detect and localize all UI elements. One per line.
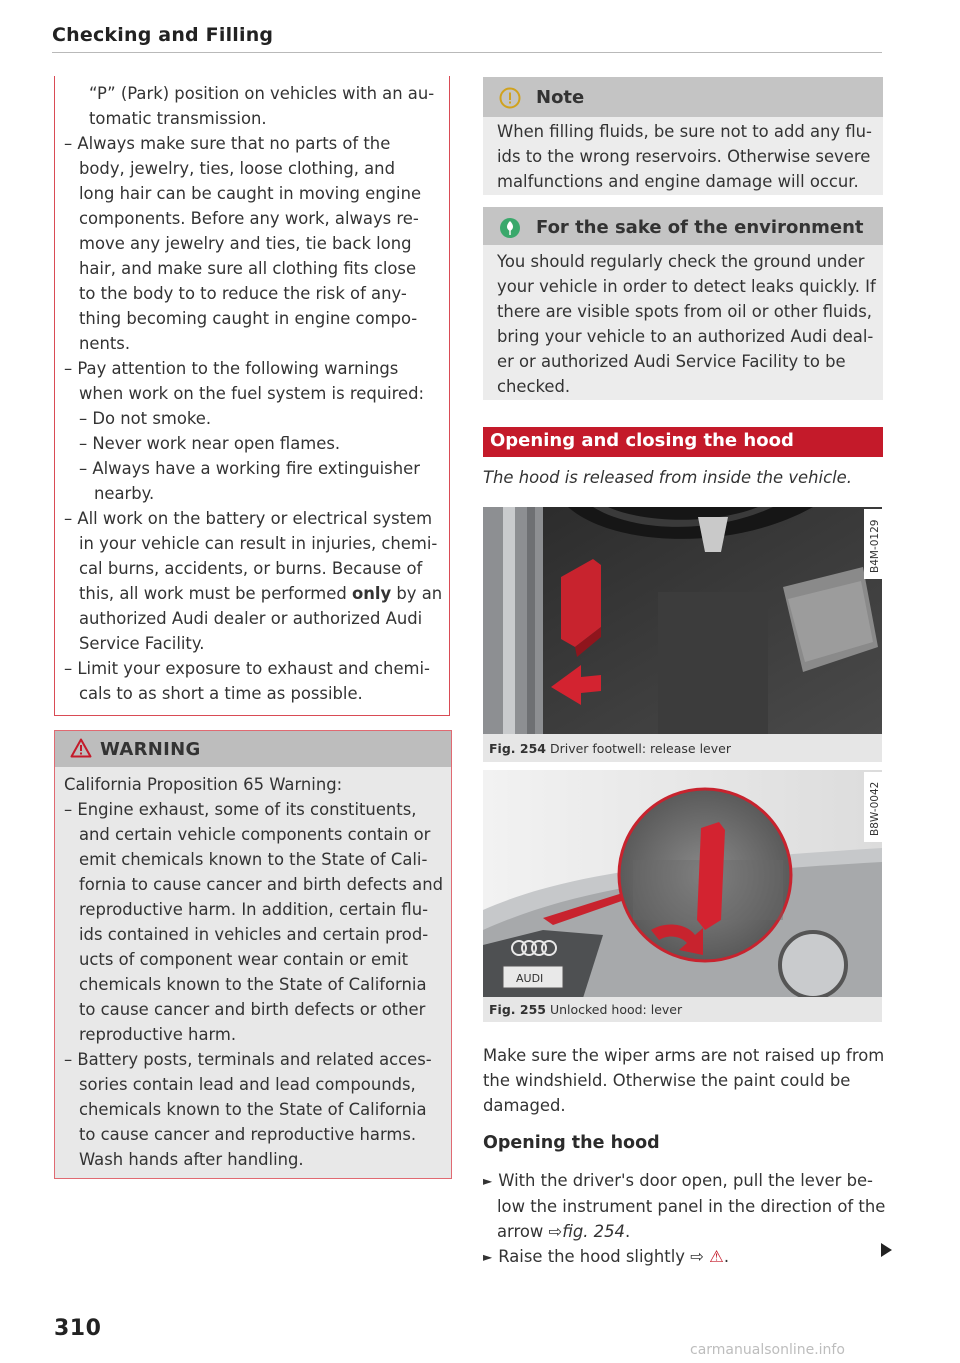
leaf-icon bbox=[499, 217, 521, 239]
license-plate-text: AUDI bbox=[516, 972, 544, 985]
figure-255-caption: Fig. 255 Unlocked hood: lever bbox=[489, 1002, 683, 1017]
note-exclamation-icon bbox=[499, 87, 521, 109]
environment-title: For the sake of the environment bbox=[536, 217, 864, 238]
step-2-ref-arrow: ⇨ bbox=[690, 1247, 704, 1266]
environment-text: You should regularly check the ground under your vehicle in order to detect leaks quickly. If there are visible spots from oil or other fluids, bring your vehicle to an authorized Audi deal- er or authorized Audi Service Facility to be checked. bbox=[497, 252, 876, 396]
figure-254-code: B4M-0129 bbox=[869, 519, 881, 573]
warning-text: California Proposition 65 Warning: – Engine exhaust, some of its constituents, and certain vehicle components contain or emit chemicals known to the State of Cali- fornia to cause cancer and birth defects and reproductive harm. In addition, certain flu- ids contained in vehicles and certain prod- ucts of component wear contain or emit chemicals known to the State of California to cause cancer and birth defects or other reproductive harm. – Battery posts, terminals and related acces- sories contain lead and lead compounds, chemicals known to the State of California to cause cancer and reproductive harms. Wash hands after handling. bbox=[64, 775, 444, 1169]
figure-254-caption: Fig. 254 Driver footwell: release lever bbox=[489, 741, 731, 756]
continue-arrow-icon bbox=[881, 1243, 892, 1257]
step-2: ► Raise the hood slightly ⇨ ⚠. bbox=[483, 1247, 730, 1266]
opening-hood-heading: Opening the hood bbox=[483, 1133, 660, 1153]
figure-255-hood-image bbox=[483, 770, 882, 998]
warning-title: WARNING bbox=[100, 739, 201, 760]
step-1-ref-arrow: ⇨ bbox=[548, 1222, 563, 1241]
warning-reference-icon[interactable]: ⚠ bbox=[709, 1247, 724, 1266]
figure-255-code: B8W-0042 bbox=[869, 781, 881, 836]
header-divider bbox=[52, 52, 882, 53]
section-subtitle: The hood is released from inside the vehicle. bbox=[483, 468, 852, 487]
footer-watermark: carmanualsonline.info bbox=[690, 1342, 845, 1358]
safety-continuation-text: “P” (Park) position on vehicles with an au- tomatic transmission. – Always make sure that no parts of the body, jewelry, ties, loose clothing, and long hair can be caught in moving engine components. Before any work, always re- move any jewelry and ties, tie back long hair, and make sure all clothing fits close to the body to to reduce the risk of any- thing becoming caught in engine compo- nents. – Pay attention to the following warnings when work on the fuel system is required: – Do not smoke. – Never work near open flames. – Always have a working fire extinguisher nearby. – All work on the battery or electrical system in your vehicle can result in injuries, chemi- cal burns, accidents, or burns. Because of this, all work must be performed only by an authorized Audi dealer or authorized Audi Service Facility. – Limit your exposure to exhaust and chemi- cals to as short a time as possible. bbox=[64, 84, 443, 703]
body-paragraph: Make sure the wiper arms are not raised up from the windshield. Otherwise the paint could be damaged. bbox=[483, 1046, 885, 1115]
page-header-title: Checking and Filling bbox=[52, 24, 274, 46]
note-text: When filling fluids, be sure not to add any flu- ids to the wrong reservoirs. Otherwise severe malfunctions and engine damage will occur. bbox=[497, 122, 872, 191]
step-1: ► With the driver's door open, pull the lever be- bbox=[483, 1171, 873, 1190]
opening-hood-steps: ► With the driver's door open, pull the lever be- low the instrument panel in the direction of the arrow ⇨fig. 254. ► Raise the hood slightly ⇨ ⚠. bbox=[483, 1168, 885, 1270]
section-title: Opening and closing the hood bbox=[490, 430, 794, 451]
page-number: 310 bbox=[54, 1316, 102, 1341]
figure-254-footwell-image bbox=[483, 507, 882, 735]
note-title: Note bbox=[536, 87, 585, 108]
fig-254-reference-link[interactable]: fig. 254 bbox=[562, 1222, 625, 1241]
warning-triangle-icon bbox=[70, 738, 92, 758]
